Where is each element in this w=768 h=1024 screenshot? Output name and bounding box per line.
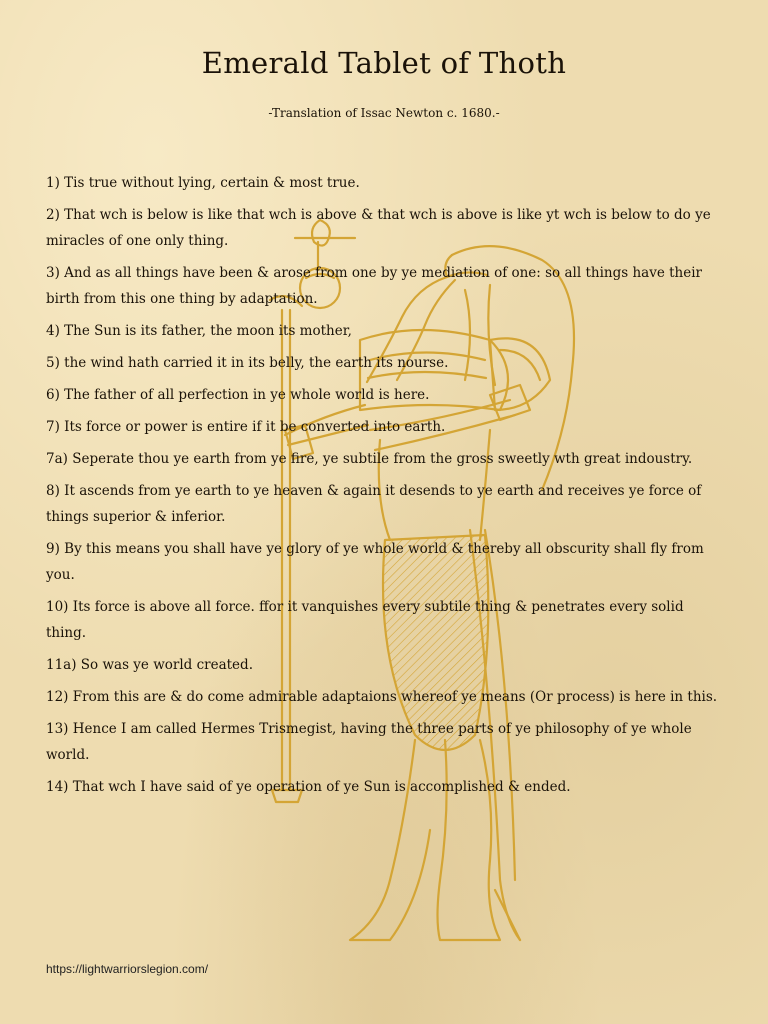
verse-text: From this are & do come admirable adaptaions whereof ye means (Or process) is here in this. <box>72 689 718 705</box>
verse-item <box>46 478 726 530</box>
verse-item <box>46 594 726 646</box>
page-subtitle: -Translation of Issac Newton c. 1680.- <box>268 106 500 120</box>
verse-number: 8) <box>46 483 60 499</box>
verse-list <box>46 170 726 806</box>
verse-number: 1) <box>46 175 60 191</box>
verse-text: That wch is below is like that wch is above & that wch is above is like yt wch is below to do ye miracles of one only thing. <box>46 207 711 249</box>
verse-number: 7) <box>46 419 60 435</box>
verse-text: By this means you shall have ye glory of ye whole world & thereby all obscurity shall fly from you. <box>46 541 704 583</box>
verse-item <box>46 536 726 588</box>
verse-item <box>46 202 726 254</box>
verse-item <box>46 318 726 344</box>
verse-text: Its force is above all force. ffor it vanquishes every subtile thing & penetrates every solid thing. <box>46 599 684 641</box>
page-title: Emerald Tablet of Thoth <box>201 46 567 80</box>
verse-text: So was ye world created. <box>80 657 253 673</box>
verse-item <box>46 716 726 768</box>
verse-text: the wind hath carried it in its belly, the earth its nourse. <box>64 355 449 371</box>
verse-number: 12) <box>46 689 69 705</box>
verse-number: 11a) <box>46 657 77 673</box>
verse-item <box>46 260 726 312</box>
verse-text: And as all things have been & arose from one by ye mediation of one: so all things have their birth from this one thing by adaptation. <box>46 265 702 307</box>
verse-number: 10) <box>46 599 69 615</box>
verse-text: Tis true without lying, certain & most true. <box>64 175 360 191</box>
verse-text: Its force or power is entire if it be converted into earth. <box>64 419 446 435</box>
verse-number: 9) <box>46 541 60 557</box>
footer-url: https://lightwarriorslegion.com/ <box>46 962 209 976</box>
verse-item <box>46 446 726 472</box>
verse-text: The father of all perfection in ye whole world is here. <box>64 387 430 403</box>
verse-number: 6) <box>46 387 60 403</box>
verse-text: That wch I have said of ye operation of ye Sun is accomplished & ended. <box>72 779 571 795</box>
verse-number: 14) <box>46 779 69 795</box>
verse-item <box>46 170 726 196</box>
verse-item <box>46 652 726 678</box>
verse-item <box>46 350 726 376</box>
verse-number: 7a) <box>46 451 68 467</box>
verse-item <box>46 382 726 408</box>
verse-number: 13) <box>46 721 69 737</box>
verse-number: 4) <box>46 323 60 339</box>
verse-text: Hence I am called Hermes Trismegist, having the three parts of ye philosophy of ye whole world. <box>46 721 692 763</box>
verse-text: Seperate thou ye earth from ye fire, ye subtile from the gross sweetly wth great indoustry. <box>72 451 693 467</box>
verse-item <box>46 774 726 800</box>
verse-item <box>46 684 726 710</box>
verse-number: 5) <box>46 355 60 371</box>
verse-number: 2) <box>46 207 60 223</box>
verse-text: The Sun is its father, the moon its mother, <box>64 323 352 339</box>
verse-item <box>46 414 726 440</box>
verse-number: 3) <box>46 265 60 281</box>
verse-text: It ascends from ye earth to ye heaven & again it desends to ye earth and receives ye force of things superior & inferior. <box>46 483 702 525</box>
